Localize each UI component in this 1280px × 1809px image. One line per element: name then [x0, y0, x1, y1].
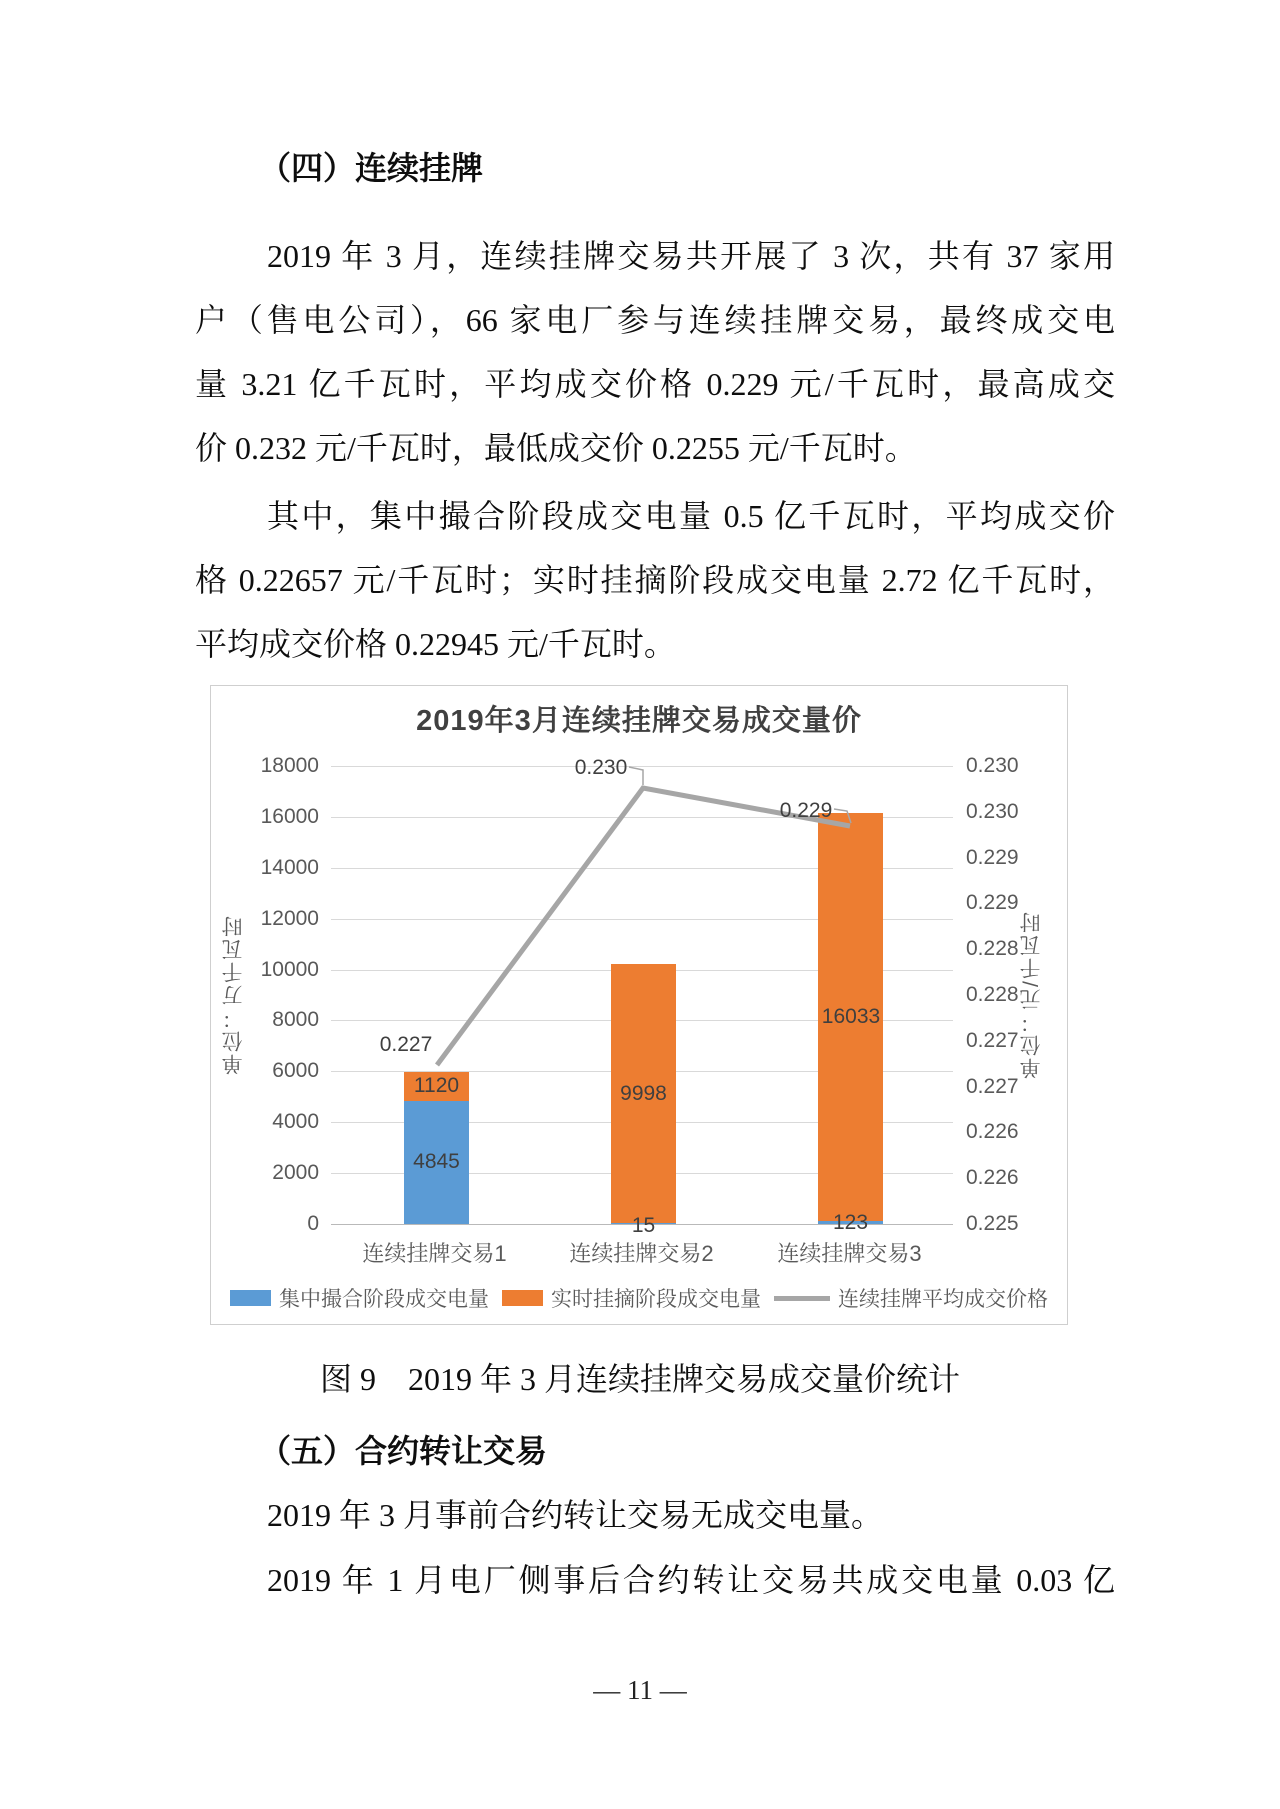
- right-axis-tick: 0.228: [966, 937, 1019, 960]
- paragraph-line: 量 3.21 亿千瓦时，平均成交价格 0.229 元/千瓦时，最高成交: [195, 366, 1115, 402]
- data-label-blue-2: 15: [631, 1214, 656, 1237]
- x-category-label: 连续挂牌交易1: [362, 1241, 507, 1266]
- legend-swatch-orange-icon: [502, 1290, 543, 1306]
- left-axis-title: 单位：万千瓦时: [222, 914, 245, 1076]
- heading-section-4: （四）连续挂牌: [259, 150, 484, 186]
- left-axis-tick: 6000: [272, 1059, 319, 1082]
- left-axis-tick: 2000: [272, 1161, 319, 1184]
- legend-line-swatch-icon: [774, 1296, 830, 1301]
- data-label-orange-1: 1120: [413, 1074, 460, 1097]
- left-axis-tick: 18000: [260, 754, 319, 777]
- left-axis-tick: 16000: [260, 805, 319, 828]
- legend-label: 实时挂摘阶段成交电量: [551, 1288, 761, 1311]
- avg-price-line: [437, 788, 850, 1065]
- left-axis-tick: 14000: [260, 856, 319, 879]
- right-axis-tick: 0.227: [966, 1029, 1019, 1052]
- legend-item-line: [774, 1283, 1048, 1313]
- chart-legend: [211, 1283, 1067, 1313]
- left-axis-tick: 8000: [272, 1008, 319, 1031]
- paragraph-line: 价 0.232 元/千瓦时，最低成交价 0.2255 元/千瓦时。: [195, 430, 917, 466]
- data-label-orange-2: 9998: [620, 1082, 667, 1105]
- line-label-2: 0.230: [574, 756, 628, 779]
- right-axis-tick: 0.229: [966, 846, 1019, 869]
- paragraph-2: [195, 484, 1115, 676]
- legend-swatch-blue-icon: [230, 1290, 271, 1306]
- legend-item-blue: [230, 1283, 489, 1313]
- right-axis-tick: 0.226: [966, 1120, 1019, 1143]
- paragraph-3: [195, 1483, 1115, 1547]
- line-label-3: 0.229: [779, 799, 833, 822]
- figure-9-chart: [210, 685, 1068, 1325]
- right-axis-title: 单位：元/千瓦时: [1020, 910, 1043, 1080]
- right-axis-tick: 0.229: [966, 891, 1019, 914]
- right-axis-tick: 0.230: [966, 800, 1019, 823]
- paragraph-line: 2019 年 1 月电厂侧事后合约转让交易共成交电量 0.03 亿: [267, 1562, 1115, 1598]
- heading-section-5: （五）合约转让交易: [259, 1433, 548, 1469]
- paragraph-line: 2019 年 3 月，连续挂牌交易共开展了 3 次，共有 37 家用: [267, 238, 1115, 274]
- paragraph-line: 其中，集中撮合阶段成交电量 0.5 亿千瓦时，平均成交价: [267, 498, 1115, 534]
- data-label-orange-3: 16033: [821, 1005, 881, 1028]
- legend-item-orange: [502, 1283, 761, 1313]
- x-category-label: 连续挂牌交易2: [569, 1241, 714, 1266]
- left-axis-tick: 12000: [260, 907, 319, 930]
- paragraph-line: 格 0.22657 元/千瓦时；实时挂摘阶段成交电量 2.72 亿千瓦时，: [195, 562, 1115, 598]
- right-axis-tick: 0.226: [966, 1166, 1019, 1189]
- line-label-1: 0.227: [379, 1033, 433, 1056]
- paragraph-line: 2019 年 3 月事前合约转让交易无成交电量。: [267, 1497, 884, 1533]
- chart-title: 2019年3月连续挂牌交易成交量价: [416, 705, 862, 737]
- paragraph-1: [195, 224, 1115, 480]
- legend-label: 集中撮合阶段成交电量: [279, 1288, 489, 1311]
- data-label-blue-1: 4845: [413, 1150, 460, 1173]
- data-label-blue-3: 123: [832, 1211, 869, 1234]
- right-axis-tick: 0.227: [966, 1075, 1019, 1098]
- right-axis-tick: 0.230: [966, 754, 1019, 777]
- paragraph-line: 平均成交价格 0.22945 元/千瓦时。: [195, 626, 676, 662]
- paragraph-4: [195, 1548, 1115, 1612]
- page-number: — 11 —: [593, 1675, 687, 1705]
- legend-label: 连续挂牌平均成交价格: [838, 1288, 1048, 1311]
- right-axis-tick: 0.228: [966, 983, 1019, 1006]
- left-axis-tick: 0: [307, 1212, 319, 1235]
- left-axis-tick: 10000: [260, 958, 319, 981]
- left-axis-tick: 4000: [272, 1110, 319, 1133]
- right-axis-tick: 0.225: [966, 1212, 1019, 1235]
- figure-caption: 图 9 2019 年 3 月连续挂牌交易成交量价统计: [319, 1361, 960, 1397]
- x-category-label: 连续挂牌交易3: [777, 1241, 922, 1266]
- paragraph-line: 户（售电公司），66 家电厂参与连续挂牌交易，最终成交电: [195, 302, 1115, 338]
